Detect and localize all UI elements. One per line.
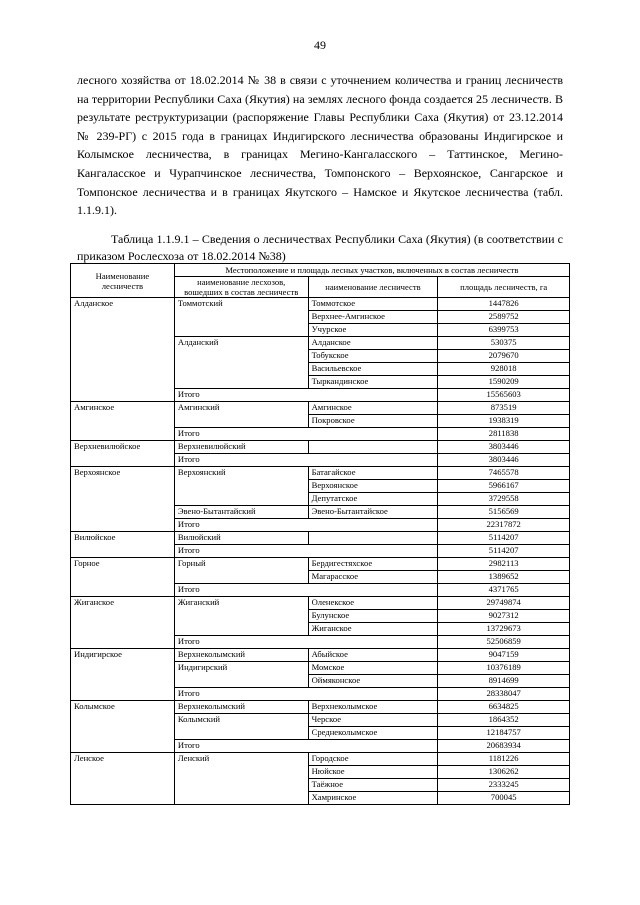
page-number: 49 — [314, 38, 326, 52]
cell-lesnichestvo: Городское — [308, 753, 438, 766]
cell-area: 29749874 — [438, 597, 570, 610]
cell-lesnichestvo: Нюйское — [308, 766, 438, 779]
cell-total-label: Итого — [174, 740, 437, 753]
cell-lesnichestvo: Жиганское — [308, 623, 438, 636]
cell-lesnichestvo: Тыркандинское — [308, 376, 438, 389]
cell-area: 9027312 — [438, 610, 570, 623]
cell-area: 1389652 — [438, 571, 570, 584]
cell-lesnichestvo-group: Амгинское — [71, 402, 175, 441]
cell-lesnichestvo: Оймяконское — [308, 675, 438, 688]
cell-area: 1938319 — [438, 415, 570, 428]
cell-area: 5966167 — [438, 480, 570, 493]
forestry-table — [70, 263, 570, 805]
cell-total-label: Итого — [174, 688, 437, 701]
cell-area: 4371765 — [438, 584, 570, 597]
cell-area: 5156569 — [438, 506, 570, 519]
cell-leskhoz: Ленский — [174, 753, 308, 805]
table-row — [71, 467, 570, 480]
cell-lesnichestvo: Булунское — [308, 610, 438, 623]
cell-total-label: Итого — [174, 519, 437, 532]
header-group: Местоположение и площадь лесных участков, включенных в состав лесничеств — [174, 264, 569, 277]
cell-area: 8914699 — [438, 675, 570, 688]
caption-text: Таблица 1.1.9.1 – Сведения о лесничествах Республики Саха (Якутия) (в соответствии с приказом Рослесхоза от 18.02.2014 №38) — [77, 232, 563, 263]
cell-area: 2589752 — [438, 311, 570, 324]
cell-area: 5114207 — [438, 545, 570, 558]
cell-lesnichestvo — [308, 532, 438, 545]
cell-lesnichestvo: Верхнее-Амгинское — [308, 311, 438, 324]
cell-leskhoz: Верхневилюйский — [174, 441, 308, 454]
cell-area: 15565603 — [438, 389, 570, 402]
cell-leskhoz: Амгинский — [174, 402, 308, 428]
cell-lesnichestvo — [308, 441, 438, 454]
cell-leskhoz: Томмотский — [174, 298, 308, 337]
cell-area: 7465578 — [438, 467, 570, 480]
cell-area: 873519 — [438, 402, 570, 415]
cell-lesnichestvo: Эвено-Бытантайское — [308, 506, 438, 519]
cell-lesnichestvo: Верхнеколымское — [308, 701, 438, 714]
cell-area: 2333245 — [438, 779, 570, 792]
cell-area: 700045 — [438, 792, 570, 805]
cell-area: 1590209 — [438, 376, 570, 389]
cell-area: 10376189 — [438, 662, 570, 675]
table-row — [71, 701, 570, 714]
header-lesnichestvo: наименование лесничеств — [308, 277, 438, 298]
header-leskhoz: наименование лесхозов, вошедших в состав лесничеств — [174, 277, 308, 298]
cell-lesnichestvo: Хамринское — [308, 792, 438, 805]
table-row — [71, 402, 570, 415]
cell-area: 5114207 — [438, 532, 570, 545]
cell-total-label: Итого — [174, 584, 437, 597]
cell-lesnichestvo: Верхоянское — [308, 480, 438, 493]
header-forestry-name: Наименование лесничеств — [71, 264, 175, 298]
cell-lesnichestvo: Магарасское — [308, 571, 438, 584]
cell-total-label: Итого — [174, 428, 437, 441]
cell-lesnichestvo: Тобукское — [308, 350, 438, 363]
cell-area: 530375 — [438, 337, 570, 350]
cell-leskhoz: Индигирский — [174, 662, 308, 688]
cell-lesnichestvo-group: Ленское — [71, 753, 175, 805]
table-row — [71, 649, 570, 662]
cell-lesnichestvo-group: Жиганское — [71, 597, 175, 649]
cell-lesnichestvo: Черское — [308, 714, 438, 727]
table-row — [71, 441, 570, 454]
cell-area: 2811838 — [438, 428, 570, 441]
cell-lesnichestvo: Васильевское — [308, 363, 438, 376]
cell-lesnichestvo-group: Индигирское — [71, 649, 175, 701]
table-row — [71, 753, 570, 766]
cell-area: 2079670 — [438, 350, 570, 363]
cell-leskhoz: Алданский — [174, 337, 308, 389]
cell-lesnichestvo-group: Колымское — [71, 701, 175, 753]
cell-lesnichestvo: Томмотское — [308, 298, 438, 311]
cell-area: 1864352 — [438, 714, 570, 727]
cell-lesnichestvo-group: Алданское — [71, 298, 175, 402]
cell-lesnichestvo: Учурское — [308, 324, 438, 337]
cell-lesnichestvo: Оленекское — [308, 597, 438, 610]
cell-area: 1447826 — [438, 298, 570, 311]
cell-area: 928018 — [438, 363, 570, 376]
cell-lesnichestvo: Амгинское — [308, 402, 438, 415]
cell-total-label: Итого — [174, 545, 437, 558]
cell-area: 9047159 — [438, 649, 570, 662]
cell-area: 6399753 — [438, 324, 570, 337]
cell-leskhoz: Верхнеколымский — [174, 701, 308, 714]
cell-area: 20683934 — [438, 740, 570, 753]
cell-area: 12184757 — [438, 727, 570, 740]
cell-lesnichestvo-group: Горное — [71, 558, 175, 597]
cell-leskhoz: Колымский — [174, 714, 308, 740]
cell-total-label: Итого — [174, 454, 437, 467]
cell-area: 2982113 — [438, 558, 570, 571]
cell-lesnichestvo: Депутатское — [308, 493, 438, 506]
cell-lesnichestvo: Абыйское — [308, 649, 438, 662]
cell-area: 3803446 — [438, 441, 570, 454]
cell-leskhoz: Горный — [174, 558, 308, 584]
cell-total-label: Итого — [174, 636, 437, 649]
table-row — [71, 597, 570, 610]
header-area: площадь лесничеств, га — [438, 277, 570, 298]
cell-area: 28338047 — [438, 688, 570, 701]
cell-area: 52506859 — [438, 636, 570, 649]
cell-area: 1181226 — [438, 753, 570, 766]
cell-leskhoz: Жиганский — [174, 597, 308, 636]
cell-area: 1306262 — [438, 766, 570, 779]
cell-leskhoz: Верхнеколымский — [174, 649, 308, 662]
cell-lesnichestvo: Среднеколымское — [308, 727, 438, 740]
cell-area: 3729558 — [438, 493, 570, 506]
cell-area: 6634825 — [438, 701, 570, 714]
cell-lesnichestvo-group: Верхоянское — [71, 467, 175, 532]
cell-leskhoz: Верхоянский — [174, 467, 308, 506]
cell-lesnichestvo-group: Верхневилюйское — [71, 441, 175, 467]
cell-lesnichestvo-group: Вилюйское — [71, 532, 175, 558]
cell-lesnichestvo: Алданское — [308, 337, 438, 350]
cell-lesnichestvo: Батагайское — [308, 467, 438, 480]
cell-leskhoz: Вилюйский — [174, 532, 308, 545]
table-row — [71, 558, 570, 571]
cell-lesnichestvo: Момское — [308, 662, 438, 675]
cell-area: 22317872 — [438, 519, 570, 532]
cell-area: 13729673 — [438, 623, 570, 636]
cell-lesnichestvo: Таёжное — [308, 779, 438, 792]
table-body — [71, 298, 570, 805]
cell-leskhoz: Эвено-Бытантайский — [174, 506, 308, 519]
cell-total-label: Итого — [174, 389, 437, 402]
cell-lesnichestvo: Бердигестяхское — [308, 558, 438, 571]
cell-area: 3803446 — [438, 454, 570, 467]
body-paragraph: лесного хозяйства от 18.02.2014 № 38 в связи с уточнением количества и границ лесничеств на территории Республики Саха (Якутия) на землях лесного фонда создается 25 лесничеств. В результате реструктуризации (распоряжение Главы Республики Саха (Якутия) от 23.12.2014 № 239-РГ) с 2015 года в границах Индигирского лесничества образованы Индигирское и Колымское лесничества, в границах Мегино-Кангаласского – Таттинское, Мегино-Кангаласское и Чурапчинское лесничества, Томпонского – Верхоянское, Сангарское и Томпонское лесничества и в границах Якутского – Намское и Якутское лесничества (табл. 1.1.9.1). — [77, 73, 563, 218]
table-caption — [77, 231, 563, 265]
table-row — [71, 532, 570, 545]
table-row — [71, 298, 570, 311]
cell-lesnichestvo: Покровское — [308, 415, 438, 428]
